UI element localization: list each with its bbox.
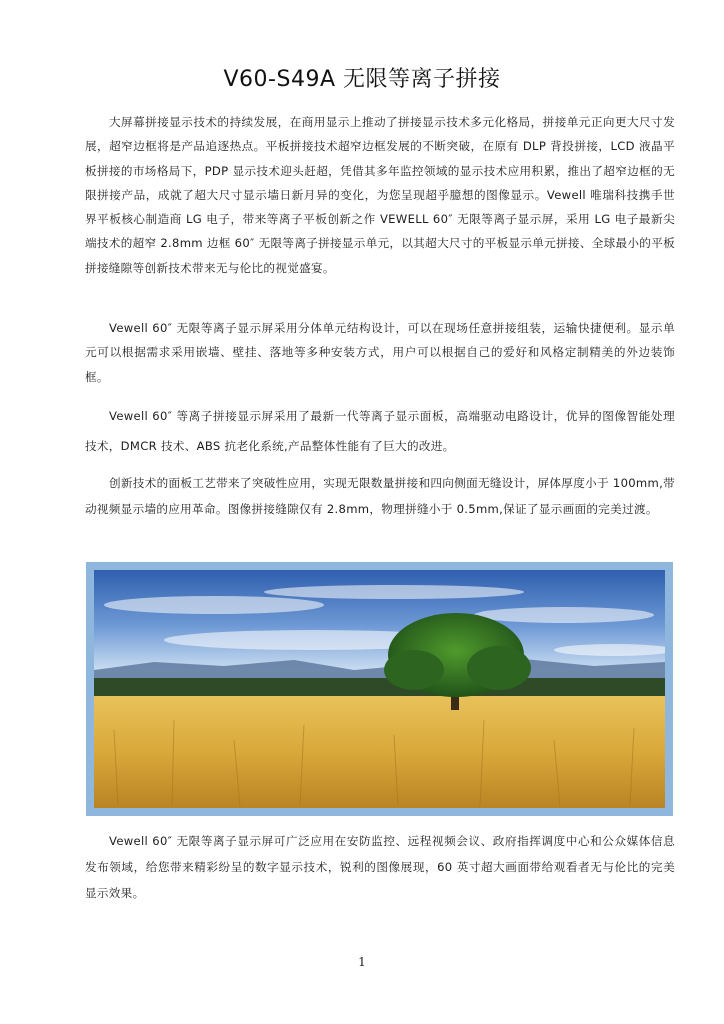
page-number: 1 xyxy=(358,955,366,969)
landscape-image xyxy=(86,562,673,816)
paragraph-intro: 大屏幕拼接显示技术的持续发展，在商用显示上推动了拼接显示技术多元化格局，拼接单元正向更大尺寸发展，超窄边框将是产品追逐热点。平板拼接技术超窄边框发展的不断突破，在原有 DLP 背投拼接，LCD 液晶平板拼接的市场格局下，PDP 显示技术迎头赶超，凭借其多年监控领域的显示技术应用积累，推出了超窄边框的无限拼接产品，成就了超大尺寸显示墙日新月异的变化，为您呈现超乎臆想的图像显示。Vewell 唯瑞科技携手世界平板核心制造商 LG 电子，带来等离子平板创新之作 VEWELL 60″ 无限等离子显示屏，采用 LG 电子最新尖端技术的超窄 2.8mm 边框 60″ 无限等离子拼接显示单元，以其超大尺寸的平板显示单元拼接、全球最小的平板拼接缝隙等创新技术带来无与伦比的视觉盛宴。 xyxy=(85,115,675,275)
paragraph-structure: Vewell 60″ 无限等离子显示屏采用分体单元结构设计，可以在现场任意拼接组装，运输快捷便利。显示单元可以根据需求采用嵌墙、壁挂、落地等多种安装方式，用户可以根据自己的爱好和风格定制精美的外边装饰框。 xyxy=(85,321,675,384)
paragraph-panel-tech: Vewell 60″ 等离子拼接显示屏采用了最新一代等离子显示面板，高端驱动电路设计，优异的图像智能处理技术，DMCR 技术、ABS 抗老化系统,产品整体性能有了巨大的改进。 xyxy=(85,409,675,453)
page-title: V60-S49A 无限等离子拼接 xyxy=(223,67,501,92)
paragraph-innovation: 创新技术的面板工艺带来了突破性应用，实现无限数量拼接和四向侧面无缝设计，屏体厚度小于 100mm,带动视频显示墙的应用革命。图像拼接缝隙仅有 2.8mm，物理拼缝小于 0.5mm,保证了显示画面的完美过渡。 xyxy=(85,476,675,516)
tree-field-photo xyxy=(94,570,665,808)
paragraph-applications: Vewell 60″ 无限等离子显示屏可广泛应用在安防监控、远程视频会议、政府指挥调度中心和公众媒体信息发布领域，给您带来精彩纷呈的数字显示技术，锐利的图像展现，60 英寸超大画面带给观看者无与伦比的完美显示效果。 xyxy=(85,834,675,900)
